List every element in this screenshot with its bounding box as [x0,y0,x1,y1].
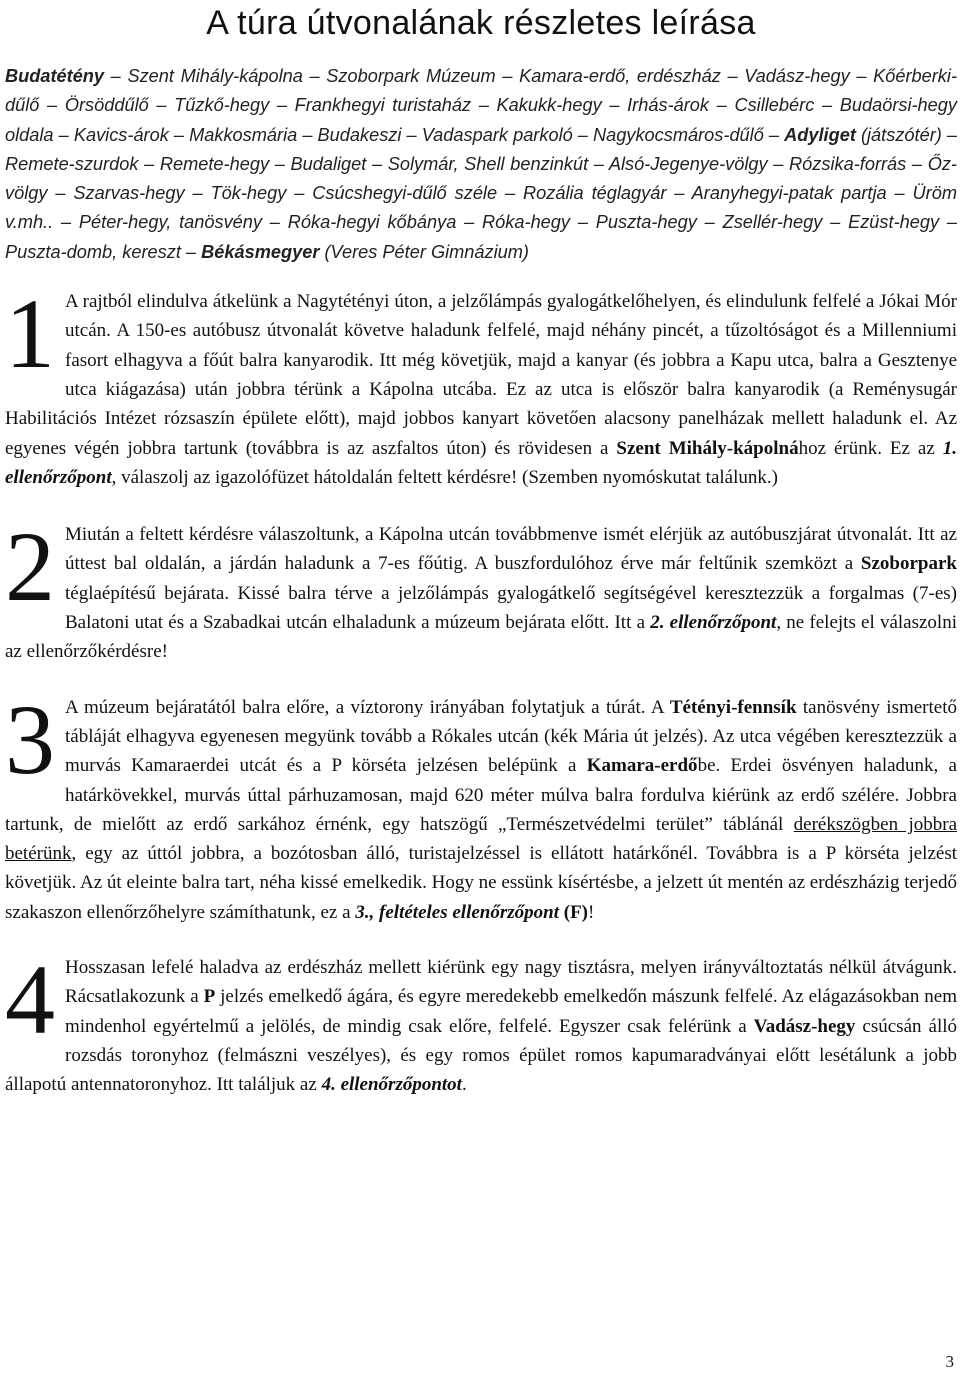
emphasis-text: Vadász-hegy [753,1015,856,1037]
text-run: be. Erdei ösvényen haladunk, a határkövekkel, murvás úttal párhuzamosan, majd 620 méter múlva balra fordulva kiérünk az erdő szélére. Jobbra tartunk, de mielőtt az erdő sarkához érnénk, egy hatszögű „Természetvédelmi terület” táblánál [5,755,957,835]
section-number: 3 [5,683,55,795]
text-run: csúcsán álló rozsdás toronyhoz (felmászni veszélyes), és egy romos épület romos kapumaradványai előtt lesétálunk a jobb állapotú antennatoronyhoz. Itt találjuk az [5,1015,957,1096]
section-2 [5,511,957,666]
text-run: , egy az úttól jobbra, a bozótosban álló, turistajelzéssel is ellátott határkőnél. Továbbra is a P körséta jelzést követjük. Az út eleinte balra tart, néha kissé emelkedik. Hogy ne essünk kísértésbe, a jelzett út mentén az erdészházig terjedő szakaszon ellenőrzőhelyre számíthatunk, ez a [5,843,957,923]
emphasis-text: derékszögben jobbra betérünk [5,813,958,865]
emphasis-text: Budatétény [5,66,105,86]
emphasis-text: 2. ellenőrzőpont [650,612,777,634]
emphasis-text: (F) [563,901,589,923]
emphasis-text: Kamara-erdő [586,755,698,777]
emphasis-text: Tétényi-fennsík [669,696,797,718]
page-number: 3 [945,1352,954,1371]
page-title: A túra útvonalának részletes leírása [206,4,756,42]
emphasis-text: P [203,986,216,1008]
text-run: (játszótér) – Remete-szurdok – Remete-hegy – Budaliget – Solymár, Shell benzinkút – Alsó-Jegenye-völgy – Rózsika-forrás – Őz-völgy – Szarvas-hegy – Tök-hegy – Csúcshegyi-dűlő széle – Rozália téglagyár – Aranyhegyi-patak partja – Üröm v.mh.. – Péter-hegy, tanösvény – Róka-hegyi kőbánya – Róka-hegy – Puszta-hegy – Zsellér-hegy – Ezüst-hegy – Puszta-domb, kereszt – [5,124,958,262]
text-run: Hosszasan lefelé haladva az erdészház mellett kiérünk egy nagy tisztásra, melyen irányváltoztatás nélkül átvágunk. Rácsatlakozunk a [65,957,957,1008]
emphasis-text: Szent Mihály-kápolná [616,437,799,459]
text-run: Miután a feltett kérdésre válaszoltunk, a Kápolna utcán továbbmenve ismét elérjük az autóbuszjárat útvonalát. Itt az úttest bal oldalán, a járdán haladunk a 7-es főútig. A buszfordulóhoz érve már feltűnik szemközt a [65,524,957,575]
emphasis-text: Békásmegyer [201,241,320,262]
text-run: A múzeum bejáratától balra előre, a víztorony irányában folytatjuk a túrát. A [65,696,670,718]
text-run: (Veres Péter Gimnázium) [319,241,529,262]
text-run: , válaszolj az igazolófüzet hátoldalán feltett kérdésre! (Szemben nyomóskutat találunk.) [111,466,778,488]
section-text [5,278,957,488]
section-4 [5,944,957,1099]
text-run: tanösvény ismertető tábláját elhagyva egyenesen megyünk tovább a Rókales utcán (kék Mária út jelzés). Az utca végében keresztezzük a murvás Kamaraerdei utcát és a P körséta jelzésen belépünk a [65,696,957,777]
text-run: hoz érünk. Ez az [798,437,943,459]
text-run: téglaépítésű bejárata. Kissé balra térve a jelzőlámpás gyalogátkelő segítségével keresztezzük a forgalmas (7-es) Balatoni utat és a Szabadkai utcán elhaladunk a múzeum bejárata előtt. Itt a [65,582,957,634]
route-summary [5,62,957,267]
text-run: , ne felejts el válaszolni az ellenőrzőkérdésre! [5,612,957,663]
emphasis-text: 1. ellenőrzőpont [5,437,957,488]
emphasis-text: Szoborpark [860,553,957,575]
section-1 [5,278,957,492]
text-run: jelzés emelkedő ágára, és egyre meredekebb emelkedőn mászunk felfelé. Az elágazásokban nem mindenhol egyértelmű a jelölés, de mindig csak előre, felfelé. Egyszer csak felérünk a [65,986,957,1037]
emphasis-text: 4. ellenőrzőpontot [321,1074,462,1096]
emphasis-text: Adyliget [784,124,856,145]
section-number: 4 [5,944,55,1056]
section-number: 1 [5,278,55,390]
emphasis-text: 3., feltételes ellenőrzőpont [355,901,559,923]
text-run: ! [588,901,595,923]
section-text [5,511,957,663]
section-3 [5,683,958,927]
text-run: – Szent Mihály-kápolna – Szoborpark Múzeum – Kamara-erdő, erdészház – Vadász-hegy – Kőérberki-dűlő – Örsöddűlő – Tűzkő-hegy – Frankhegyi turistaház – Kakukk-hegy – Irhás-árok – Csillebérc – Budaörsi-hegy oldala – Kavics-árok – Makkosmária – Budakeszi – Vadaspark parkoló – Nagykocsmáros-dűlő – [5,66,957,145]
section-text [5,944,957,1096]
section-number: 2 [5,511,55,623]
section-text [5,683,958,923]
document-page [5,0,957,1100]
text-run: . [461,1074,467,1096]
text-run: A rajtból elindulva átkelünk a Nagytétényi úton, a jelzőlámpás gyalogátkelőhelyen, és elindulunk felfelé a Jókai Mór utcán. A 150-es autóbusz útvonalát követve haladunk felfelé, majd néhány pincét, a tűzoltóságot és a Millenniumi fasort elhagyva a főút balra kanyarodik. Itt még követjük, majd a kanyar (és jobbra a Kapu utca, balra a Gesztenye utca kiágazása) után jobbra térünk a Kápolna utcába. Ez az utca is először balra kanyarodik (a Reménysugár Habilitációs Intézet rózsaszín épülete előtt), majd jobbos kanyart követően alacsony panelházak mellett haladunk el. Az egyenes végén jobbra tartunk (továbbra is az aszfaltos úton) és rövidesen a [5,291,957,459]
